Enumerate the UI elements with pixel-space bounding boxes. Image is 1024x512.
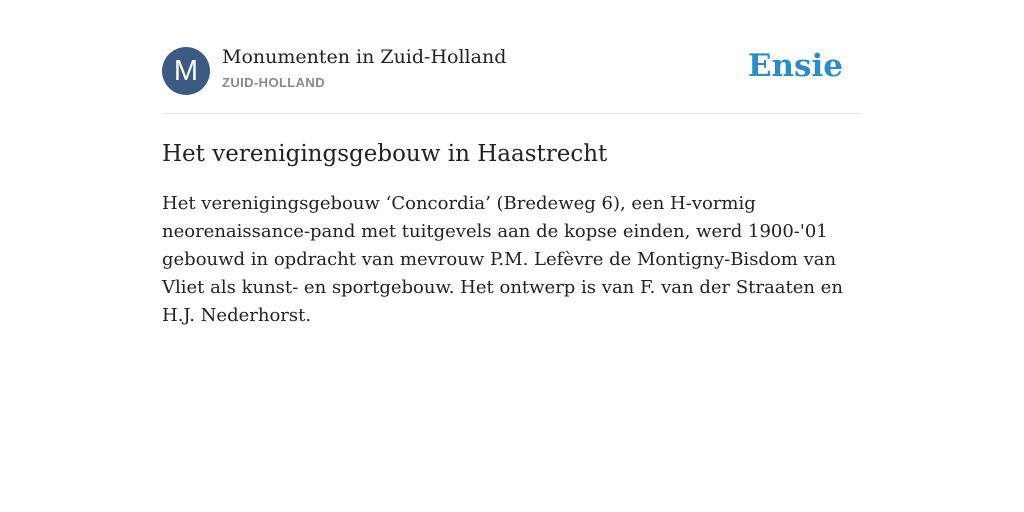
ensie-logo[interactable]: Ensie [747,48,843,84]
source-header [162,46,862,114]
article-body: Het verenigingsgebouw ‘Concordia’ (Bredeweg 6), een H-vormig neorenaissance-pand met tuitgevels aan de kopse einden, werd 1900-'01 gebouwd in opdracht van mevrouw P.M. Lefèvre de Montigny-Bisdom van Vliet als kunst- en sportgebouw. Het ontwerp is van F. van der Straaten en H.J. Nederhorst. [162,193,843,326]
source-subtitle: ZUID-HOLLAND [222,75,326,90]
source-avatar[interactable]: M [162,47,210,95]
article-title: Het verenigingsgebouw in Haastrecht [162,141,608,167]
source-title[interactable]: Monumenten in Zuid-Holland [222,46,507,68]
entry-card [162,46,862,330]
